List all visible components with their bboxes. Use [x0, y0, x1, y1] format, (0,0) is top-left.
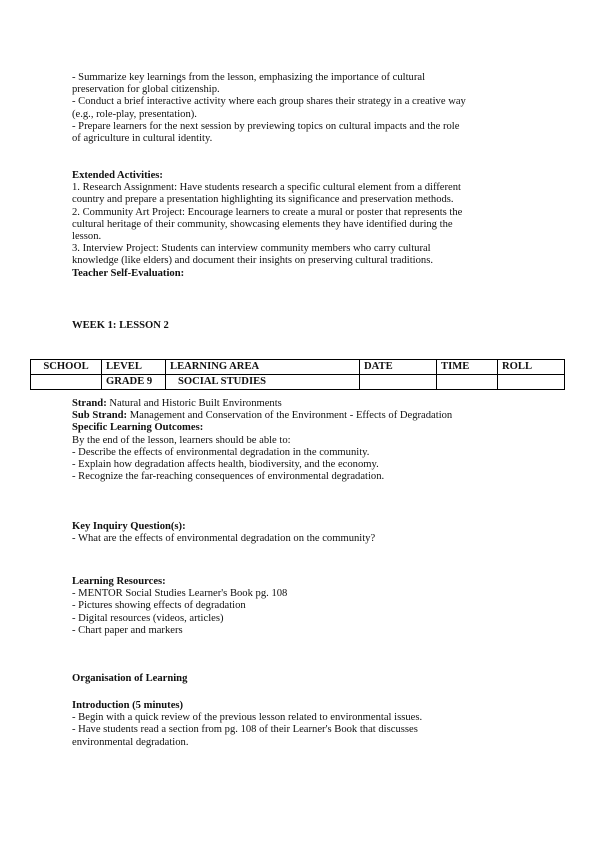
- text-line: - Chart paper and markers: [72, 624, 183, 636]
- text-line: of agriculture in cultural identity.: [72, 133, 213, 145]
- cell-roll: [498, 375, 565, 390]
- lesson-meta-table: [30, 359, 565, 390]
- extended-activities: [72, 170, 532, 280]
- text-line: - Begin with a quick review of the previous lesson related to environmental issues.: [72, 712, 423, 724]
- header-level: LEVEL: [102, 360, 166, 375]
- header-learning-area: LEARNING AREA: [166, 360, 360, 375]
- strand-line: [72, 398, 532, 410]
- text-line: environmental degradation.: [72, 736, 189, 748]
- text-line: cultural heritage of their community, showcasing elements they have identified during the: [72, 218, 453, 230]
- cell-date: [360, 375, 437, 390]
- text-line: lesson.: [72, 231, 102, 243]
- header-time: TIME: [437, 360, 498, 375]
- introduction-heading: Introduction (5 minutes): [72, 700, 184, 711]
- text-line: By the end of the lesson, learners should be able to:: [72, 434, 291, 446]
- text-line: 1. Research Assignment: Have students research a specific cultural element from a different: [72, 182, 461, 194]
- text-line: - Digital resources (videos, articles): [72, 612, 224, 624]
- sub-strand-line: [72, 410, 532, 422]
- text-line: - Have students read a section from pg. 108 of their Learner's Book that discusses: [72, 724, 418, 736]
- text-line: - Pictures showing effects of degradation: [72, 600, 246, 612]
- introduction-section: [72, 700, 532, 749]
- inquiry-section: [72, 521, 532, 545]
- strand-value: Natural and Historic Built Environments: [106, 398, 282, 409]
- resources-heading: Learning Resources:: [72, 576, 166, 587]
- cell-level: GRADE 9: [102, 375, 166, 390]
- text-line: 2. Community Art Project: Encourage learners to create a mural or poster that represents the: [72, 206, 463, 218]
- text-line: - Prepare learners for the next session by previewing topics on cultural impacts and the role: [72, 120, 460, 132]
- text-line: knowledge (like elders) and document their insights on preserving cultural traditions.: [72, 255, 433, 267]
- header-date: DATE: [360, 360, 437, 375]
- text-line: country and prepare a presentation highlighting its significance and preservation methods.: [72, 194, 454, 206]
- header-school: SCHOOL: [31, 360, 102, 375]
- inquiry-heading: Key Inquiry Question(s):: [72, 521, 186, 532]
- sub-strand-label: Sub Strand:: [72, 410, 128, 422]
- extended-activities-heading: Extended Activities:: [72, 170, 163, 181]
- header-roll: ROLL: [498, 360, 565, 375]
- text-line: - Describe the effects of environmental degradation in the community.: [72, 446, 370, 458]
- text-line: - Conduct a brief interactive activity where each group shares their strategy in a creative way: [72, 96, 466, 108]
- strand-label: Strand:: [72, 398, 107, 409]
- outcomes-heading: Specific Learning Outcomes:: [72, 422, 204, 434]
- text-line: 3. Interview Project: Students can interview community members who carry cultural: [72, 243, 431, 255]
- teacher-self-evaluation-heading: Teacher Self-Evaluation:: [72, 267, 185, 279]
- text-line: (e.g., role-play, presentation).: [72, 108, 197, 120]
- text-line: - Summarize key learnings from the lesson, emphasizing the importance of cultural: [72, 72, 426, 83]
- resources-section: [72, 576, 532, 637]
- cell-time: [437, 375, 498, 390]
- text-line: - Explain how degradation affects health, biodiversity, and the economy.: [72, 459, 379, 471]
- organisation-heading: Organisation of Learning: [72, 673, 188, 684]
- cell-learning-area: SOCIAL STUDIES: [166, 375, 360, 390]
- closing-bullets: [72, 72, 532, 145]
- sub-strand-value: Management and Conservation of the Environment - Effects of Degradation: [127, 410, 453, 422]
- cell-school: [31, 375, 102, 390]
- text-line: preservation for global citizenship.: [72, 84, 220, 96]
- table-header-row: [31, 360, 565, 375]
- table-row: [31, 375, 565, 390]
- text-line: - Recognize the far-reaching consequences of environmental degradation.: [72, 471, 385, 483]
- text-line: - What are the effects of environmental degradation on the community?: [72, 533, 376, 545]
- text-line: - MENTOR Social Studies Learner's Book pg. 108: [72, 588, 288, 600]
- week-lesson-title: WEEK 1: LESSON 2: [72, 320, 169, 331]
- strand-section: [72, 398, 532, 483]
